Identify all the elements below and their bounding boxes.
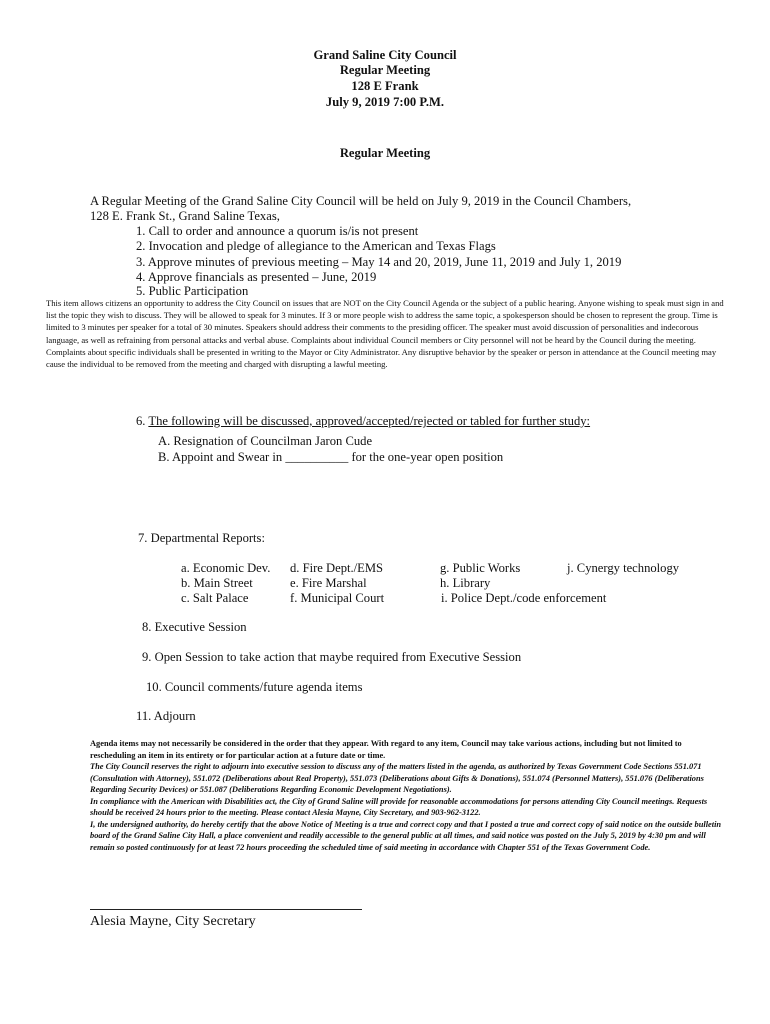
report-main-street: b. Main Street <box>181 576 253 590</box>
footer-ada-notice: In compliance with the American with Disabilities act, the City of Grand Saline will provide for reasonable accommodations for persons attending City Council meetings. Requests should be received 24 hours prior to the meeting. Please contact Alesia Mayne, City Secretary, and 903-962-3122. <box>90 796 708 817</box>
agenda-item-6-heading: The following will be discussed, approved/accepted/rejected or tabled for further study: <box>148 414 591 428</box>
agenda-item-11: 11. Adjourn <box>136 709 196 723</box>
intro-line-1: A Regular Meeting of the Grand Saline City Council will be held on July 9, 2019 in the Council Chambers, <box>90 194 632 208</box>
agenda-item-6a: A. Resignation of Councilman Jaron Cude <box>158 434 373 448</box>
report-cynergy: j. Cynergy technology <box>567 561 680 575</box>
report-library: h. Library <box>440 576 491 590</box>
report-police-dept: i. Police Dept./code enforcement <box>441 591 607 605</box>
report-salt-palace: c. Salt Palace <box>181 591 249 605</box>
footer-certification: I, the undersigned authority, do hereby certify that the above Notice of Meeting is a true and correct copy and that I posted a true and correct copy of said notice on the outside bulletin board of the Grand Saline City Hall, a place convenient and readily accessible to the general public at all times, and said notice was posted on the July 5, 2019 by 4:30 pm and will remain so posted continuously for at least 72 hours proceeding the scheduled time of said meeting in accordance with Chapter 551 of the Texas Government Code. <box>90 819 722 852</box>
intro-line-2: 128 E. Frank St., Grand Saline Texas, <box>90 209 280 223</box>
report-fire-marshal: e. Fire Marshal <box>290 576 367 590</box>
footer-order-notice: Agenda items may not necessarily be considered in the order that they appear. With regard to any item, Council may take various actions, including but not limited to rescheduling an item in its entirety or for particular action at a future date or time. <box>90 739 682 760</box>
agenda-item-6b: B. Appoint and Swear in __________ for the one-year open position <box>158 450 504 464</box>
report-fire-dept: d. Fire Dept./EMS <box>290 561 384 575</box>
agenda-item-1: 1. Call to order and announce a quorum is/is not present <box>136 224 419 238</box>
agenda-item-6-number: 6. <box>136 414 146 428</box>
agenda-item-3: 3. Approve minutes of previous meeting – May 14 and 20, 2019, June 11, 2019 and July 1, 2019 <box>136 255 622 269</box>
report-municipal-court: f. Municipal Court <box>290 591 385 605</box>
agenda-item-7: 7. Departmental Reports: <box>138 531 265 545</box>
agenda-item-5: 5. Public Participation <box>136 284 249 298</box>
report-economic-dev: a. Economic Dev. <box>181 561 271 575</box>
agenda-item-2: 2. Invocation and pledge of allegiance to the American and Texas Flags <box>136 239 496 253</box>
header-date: July 9, 2019 7:00 P.M. <box>325 95 445 109</box>
signature-line <box>90 909 362 910</box>
footer-notices <box>90 738 722 853</box>
agenda-item-4: 4. Approve financials as presented – June, 2019 <box>136 270 377 284</box>
agenda-item-10: 10. Council comments/future agenda items <box>146 680 363 694</box>
header-council-name: Grand Saline City Council <box>313 48 457 62</box>
report-public-works: g. Public Works <box>440 561 521 575</box>
agenda-item-9: 9. Open Session to take action that maybe required from Executive Session <box>142 650 522 664</box>
signature-name: Alesia Mayne, City Secretary <box>90 914 256 929</box>
footer-executive-session-notice: The City Council reserves the right to adjourn into executive session to discuss any of the matters listed in the agenda, as authorized by Texas Government Code Sections 551.071 (Consultation with Attorney), 551.072 (Deliberations about Real Property), 551.073 (Deliberations about Gifts & Donations), 551.074 (Personnel Matters), 551.076 (Deliberations Regarding Security Devices) or 551.087 (Deliberations Regarding Economic Development Negotiations). <box>90 762 704 794</box>
header-address: 128 E Frank <box>351 79 419 93</box>
header-meeting-type: Regular Meeting <box>339 63 431 77</box>
public-participation-note: This item allows citizens an opportunity to address the City Council on issues that are NOT on the City Council Agenda or the subject of a public hearing. Anyone wishing to speak must sign in and list the topic they wish to discuss. They will be allowed to speak for 3 minutes. If 3 or more people wish to address the same topic, a spokesperson should be chosen to represent the group. Time is limited to 3 minutes per speaker for a total of 30 minutes. Speakers should address their comments to the presiding officer. The speaker must avoid discussion of personalities and indecorous language, as well as refraining from personal attacks and verbal abuse. Complaints about individual Council members or City personnel will not be heard by the Council during the meeting. Complaints about specific individuals shall be presented in writing to the Mayor or City Administrator. Any disruptive behavior by the speaker or person in attendance at the Council meeting may cause the individual to be removed from the meeting and charged with disrupting a lawful meeting. <box>46 298 724 370</box>
agenda-item-6 <box>136 414 590 429</box>
agenda-item-8: 8. Executive Session <box>142 620 247 634</box>
subtitle: Regular Meeting <box>339 146 431 160</box>
